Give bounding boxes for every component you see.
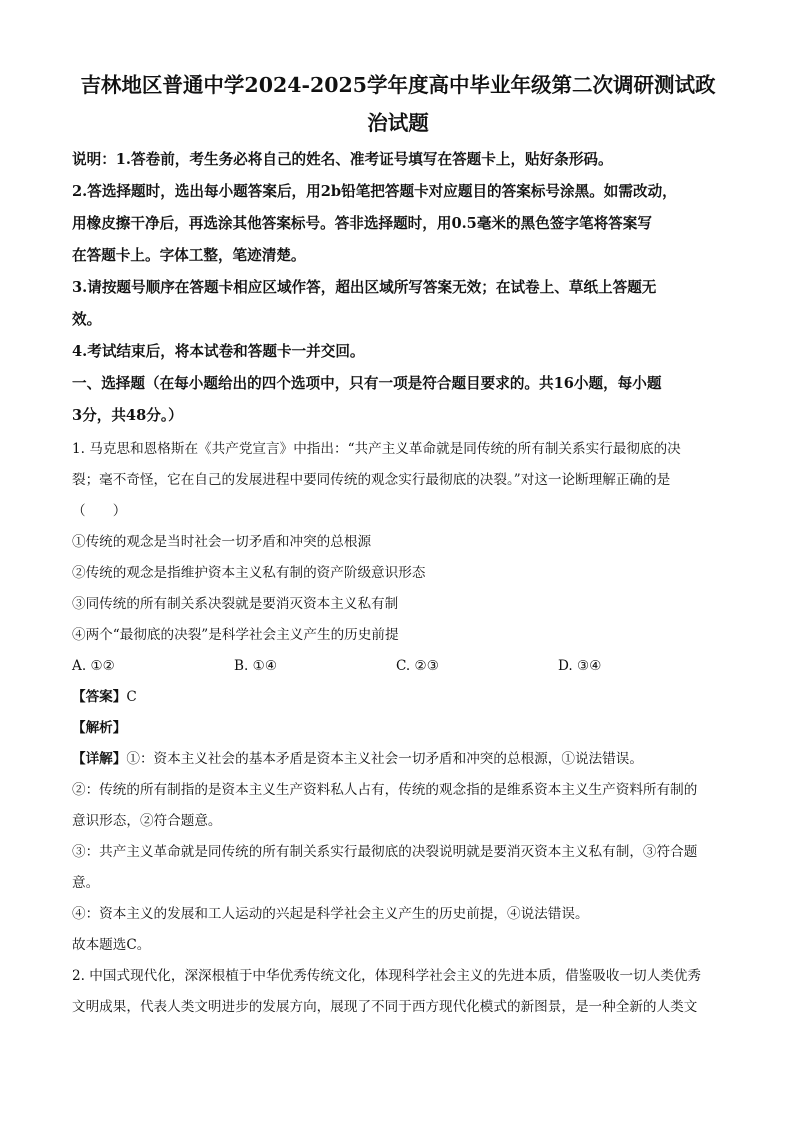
option-b: B. ①④ — [234, 658, 278, 674]
statement: ①传统的观念是当时社会一切矛盾和冲突的总根源 — [72, 534, 372, 550]
exam-page — [72, 66, 724, 1023]
answer-tag: 【答案】 — [72, 689, 127, 705]
statement: ③同传统的所有制关系决裂就是要消灭资本主义私有制 — [72, 596, 399, 612]
detail-line — [72, 744, 724, 775]
exam-title — [72, 66, 724, 142]
instruction-line: 效。 — [72, 311, 102, 328]
answer-options — [72, 651, 724, 682]
instruction-line: 在答题卡上。字体工整，笔迹清楚。 — [72, 247, 306, 264]
detail-text: 意。 — [72, 875, 100, 891]
title-line-2: 治试题 — [367, 111, 429, 135]
conclusion: 故本题选C。 — [72, 937, 151, 953]
section-heading: 一、选择题（在每小题给出的四个选项中，只有一项是符合题目要求的。共16小题，每小题 — [72, 375, 662, 392]
statement: ②传统的观念是指维护资本主义私有制的资产阶级意识形态 — [72, 565, 426, 581]
statement: ④两个“最彻底的决裂”是科学社会主义产生的历史前提 — [72, 627, 399, 643]
answer-line — [72, 682, 724, 713]
option-c: C. ②③ — [396, 658, 439, 674]
question-stem: 1. 马克思和恩格斯在《共产党宣言》中指出：“共产主义革命就是同传统的所有制关系实行最彻底的决 — [72, 441, 681, 457]
instruction-line: 3.请按题号顺序在答题卡相应区域作答，超出区域所写答案无效；在试卷上、草纸上答题无 — [72, 279, 657, 296]
answer-value: C — [126, 689, 137, 705]
detail-text: ②：传统的所有制指的是资本主义生产资料私人占有，传统的观念指的是维系资本主义生产资料所有制的 — [72, 782, 698, 798]
instruction-line: 用橡皮擦干净后，再选涂其他答案标号。答非选择题时，用0.5毫米的黑色签字笔将答案写 — [72, 215, 652, 232]
question-stem: 文明成果，代表人类文明进步的发展方向，展现了不同于西方现代化模式的新图景，是一种全新的人类文 — [72, 999, 698, 1015]
instruction-line: 2.答选择题时，选出每小题答案后，用2b铅笔把答题卡对应题目的答案标号涂黑。如需改动， — [72, 183, 677, 200]
instructions — [72, 144, 724, 432]
section-heading: 3分，共48分。） — [72, 407, 183, 424]
analysis-tag: 【解析】 — [72, 720, 127, 736]
option-a: A. ①② — [72, 658, 115, 674]
detail-text: 意识形态，②符合题意。 — [72, 813, 222, 829]
question-stem: （ ） — [72, 503, 127, 519]
detail-text: ④：资本主义的发展和工人运动的兴起是科学社会主义产生的历史前提，④说法错误。 — [72, 906, 589, 922]
question-2 — [72, 961, 724, 1023]
detail-text: ①：资本主义社会的基本矛盾是资本主义社会一切矛盾和冲突的总根源，①说法错误。 — [126, 751, 643, 767]
instruction-line: 说明：1.答卷前，考生务必将自己的姓名、准考证号填写在答题卡上，贴好条形码。 — [72, 151, 613, 168]
question-stem: 2. 中国式现代化，深深根植于中华优秀传统文化，体现科学社会主义的先进本质，借鉴吸收一切人类优秀 — [72, 968, 702, 984]
title-line-1: 吉林地区普通中学2024-2025学年度高中毕业年级第二次调研测试政 — [80, 73, 716, 97]
instruction-line: 4.考试结束后，将本试卷和答题卡一并交回。 — [72, 343, 365, 360]
option-d: D. ③④ — [558, 658, 602, 674]
detail-text: ③：共产主义革命就是同传统的所有制关系实行最彻底的决裂说明就是要消灭资本主义私有制，③符合题 — [72, 844, 698, 860]
question-1 — [72, 434, 724, 961]
detail-tag: 【详解】 — [72, 751, 127, 767]
question-stem: 裂；毫不奇怪，它在自己的发展进程中要同传统的观念实行最彻底的决裂。”对这一论断理解正确的是 — [72, 472, 671, 488]
